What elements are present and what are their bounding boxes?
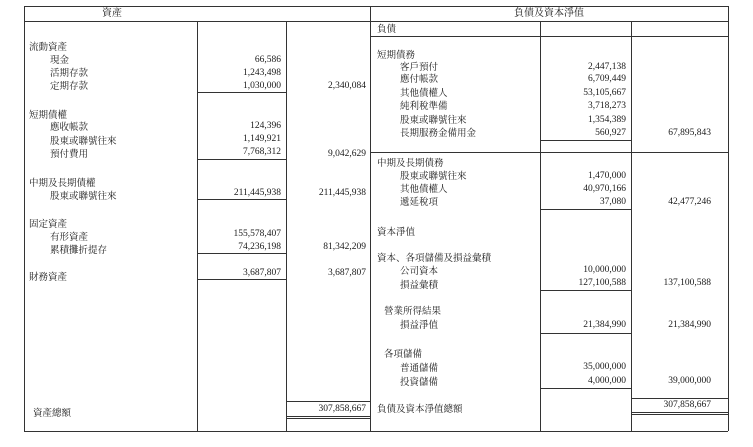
fixed-assets-label: 固定資產	[29, 219, 68, 230]
assets-header: 資產	[102, 8, 122, 19]
current-assets-label: 流動資產	[29, 42, 68, 53]
operating-result-total: 21,384,990	[668, 320, 711, 330]
deferred-tax-label: 遞延稅項	[400, 197, 439, 208]
customer-advance-label: 客戶預付	[400, 62, 439, 73]
liabilities-label: 負債	[377, 24, 397, 35]
deferred-tax-value: 37,080	[599, 197, 626, 207]
total-liabilities-label: 負債及資本淨值總額	[377, 404, 463, 415]
shareholder-lt-liab-label: 股東或聯號往來	[400, 171, 467, 182]
equity-label: 資本淨值	[377, 227, 416, 238]
payable-label: 應付帳款	[400, 74, 439, 85]
prepaid-label: 預付費用	[50, 149, 89, 160]
receivable-label: 應收帳款	[50, 122, 89, 133]
long-term-debts-label: 中期及長期債務	[377, 158, 444, 169]
fixed-assets-total: 81,342,209	[323, 242, 366, 252]
long-term-claims-total: 211,445,938	[318, 188, 366, 198]
company-capital-value: 10,000,000	[583, 265, 626, 275]
short-term-debts-total: 67,895,843	[668, 128, 711, 138]
shareholder-current-liab-label: 股東或聯號往來	[400, 115, 467, 126]
total-assets-label: 資產總額	[33, 408, 72, 419]
current-assets-total: 2,340,084	[328, 81, 366, 91]
operating-result-label: 營業所得結果	[384, 306, 442, 317]
fixed-deposit-value: 1,030,000	[243, 81, 281, 91]
cash-label: 現金	[50, 55, 70, 66]
profit-tax-value: 3,718,273	[588, 101, 626, 111]
shareholder-current-value: 1,149,921	[243, 134, 281, 144]
other-lt-creditors-value: 40,970,166	[583, 184, 626, 194]
pl-accum-label: 損益彙積	[400, 280, 439, 291]
accum-depreciation-label: 累積攤折提存	[50, 245, 108, 256]
financial-assets-total: 3,687,807	[328, 268, 366, 278]
prepaid-value: 7,768,312	[243, 147, 281, 157]
total-liabilities-value: 307,858,667	[663, 400, 711, 410]
reserves-label: 各項儲備	[384, 349, 423, 360]
financial-assets-label: 財務資產	[29, 272, 68, 283]
net-pl-label: 損益淨值	[400, 320, 439, 331]
long-term-debts-total: 42,477,246	[668, 197, 711, 207]
shareholder-lt-label: 股東或聯號往來	[50, 191, 117, 202]
net-pl-value: 21,384,990	[583, 320, 626, 330]
demand-deposit-label: 活期存款	[50, 68, 89, 79]
general-reserve-label: 普通儲備	[400, 363, 439, 374]
service-reserve-value: 560,927	[595, 128, 626, 138]
shareholder-current-liab-value: 1,354,389	[588, 115, 626, 125]
liabilities-header: 負債及資本淨值	[514, 8, 584, 19]
total-assets-value: 307,858,667	[318, 404, 366, 414]
company-capital-label: 公司資本	[400, 266, 439, 277]
accum-depreciation-value: 74,236,198	[238, 242, 281, 252]
pl-accum-value: 127,100,588	[578, 278, 626, 288]
other-lt-creditors-label: 其他債權人	[400, 184, 448, 195]
other-creditors-label: 其他債權人	[400, 88, 448, 99]
financial-assets-value: 3,687,807	[243, 268, 281, 278]
short-term-claims-total: 9,042,629	[328, 149, 366, 159]
payable-value: 6,709,449	[588, 74, 626, 84]
cash-value: 66,586	[254, 55, 281, 65]
tangible-assets-value: 155,578,407	[233, 229, 281, 239]
other-creditors-value: 53,105,667	[583, 88, 626, 98]
profit-tax-label: 純利稅準備	[400, 101, 448, 112]
capital-total: 137,100,588	[663, 278, 711, 288]
short-term-claims-label: 短期債權	[29, 110, 68, 121]
general-reserve-value: 35,000,000	[583, 362, 626, 372]
capital-reserves-label: 資本、各項儲備及損益彙積	[377, 253, 492, 264]
service-reserve-label: 長期服務金備用金	[400, 128, 477, 139]
shareholder-lt-liab-value: 1,470,000	[588, 171, 626, 181]
investment-reserve-label: 投資儲備	[400, 377, 439, 388]
investment-reserve-value: 4,000,000	[588, 376, 626, 386]
reserves-total: 39,000,000	[668, 376, 711, 386]
receivable-value: 124,396	[250, 121, 281, 131]
long-term-claims-label: 中期及長期債權	[29, 178, 96, 189]
tangible-assets-label: 有形資產	[50, 232, 89, 243]
short-term-debts-label: 短期債務	[377, 50, 416, 61]
shareholder-lt-value: 211,445,938	[233, 188, 281, 198]
fixed-deposit-label: 定期存款	[50, 81, 89, 92]
demand-deposit-value: 1,243,498	[243, 68, 281, 78]
customer-advance-value: 2,447,138	[588, 62, 626, 72]
shareholder-current-label: 股東或聯號往來	[50, 136, 117, 147]
